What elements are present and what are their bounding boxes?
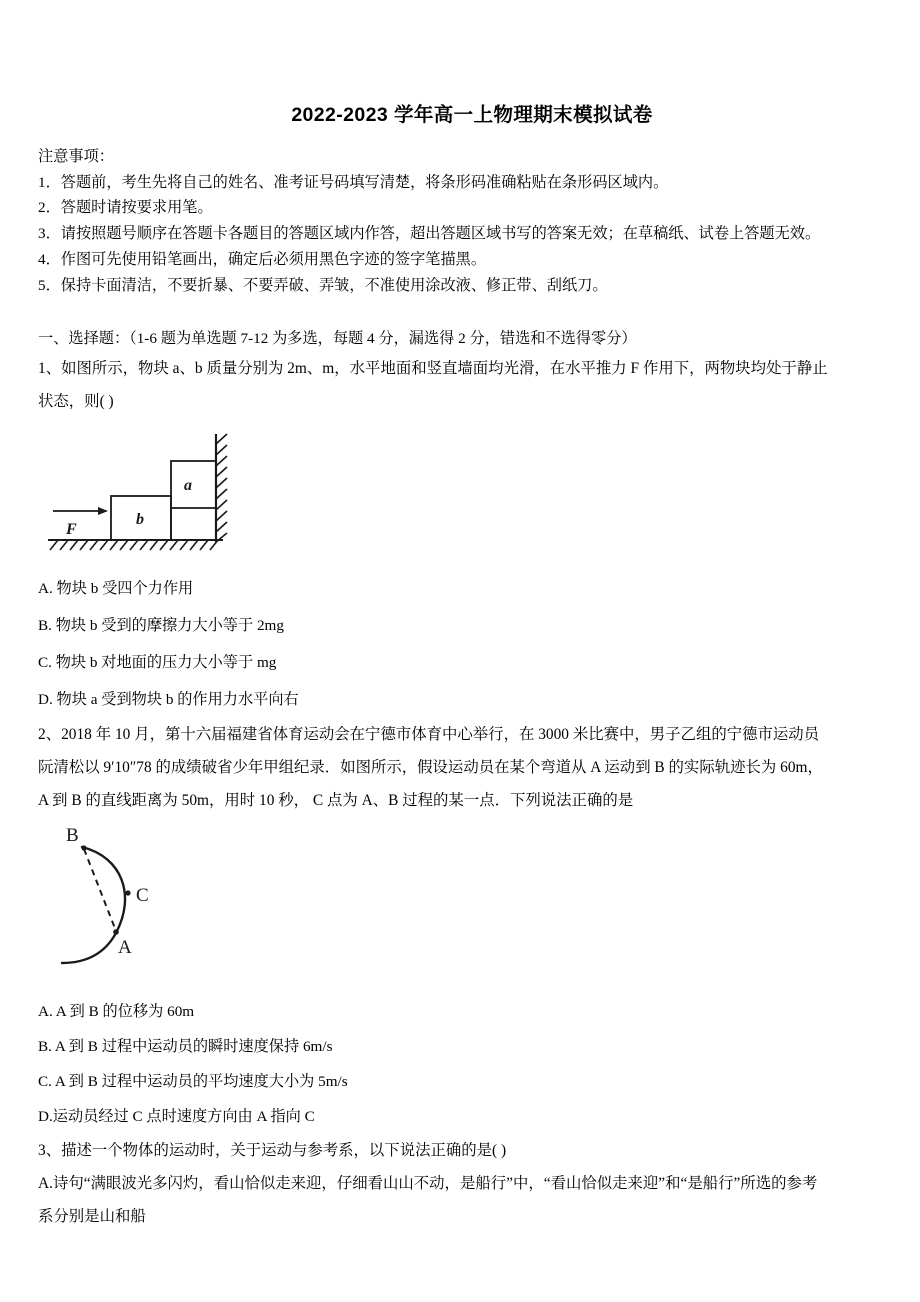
question-1 [0,352,920,718]
question-1-option-b: B. 物块 b 受到的摩擦力大小等于 2mg [38,617,284,635]
question-3-option-a-line-1: A.诗句“满眼波光多闪灼，看山恰似走来迎，仔细看山山不动，是船行”中，“看山恰似走来迎”和“是船行”所选的参考 [38,1175,818,1193]
question-2 [0,718,920,1134]
question-1-option-c: C. 物块 b 对地面的压力大小等于 mg [38,654,277,672]
notice-item-5: 5．保持卡面清洁，不要折暴、不要弄破、弄皱，不准使用涂改液、修正带、刮纸刀。 [38,276,608,294]
curved-track-diagram [44,825,209,985]
label-point-c: C [136,885,149,907]
point-marker-c [125,891,130,896]
notice-section [0,144,920,298]
point-marker-a [113,930,119,936]
question-3-option-a-line-2: 系分别是山和船 [38,1208,146,1226]
notice-item-3: 3．请按照题号顺序在答题卡各题目的答题区域内作答，超出答题区域书写的答案无效；在草稿纸、试卷上答题无效。 [38,225,821,243]
question-2-option-a: A. A 到 B 的位移为 60m [38,1003,195,1021]
page-title: 2022-2023 学年高一上物理期末模拟试卷 [291,104,653,126]
label-point-a: A [118,937,132,959]
point-marker-b [81,846,86,851]
label-block-b: b [136,511,144,529]
notice-item-2: 2．答题时请按要求用笔。 [38,199,213,217]
question-1-option-d: D. 物块 a 受到物块 b 的作用力水平向右 [38,691,299,709]
question-1-figure [0,428,920,568]
label-force-f: F [66,521,77,539]
question-1-stem-line-1: 1、如图所示，物块 a、b 质量分别为 2m、m，水平地面和竖直墙面均光滑，在水平推力 F 作用下，两物块均处于静止 [38,360,828,378]
notice-item-1: 1．答题前，考生先将自己的姓名、准考证号码填写清楚，将条形码准确粘贴在条形码区域内。 [38,173,669,191]
question-2-figure [0,825,920,990]
question-1-stem-line-2: 状态，则( ) [38,393,114,411]
question-2-option-b: B. A 到 B 过程中运动员的瞬时速度保持 6m/s [38,1038,333,1056]
question-2-stem-line-2: 阮清松以 9′10″78 的成绩破省少年甲组纪录．如图所示，假设运动员在某个弯道从 A 运动到 B 的实际轨迹长为 60m， [38,759,823,777]
question-3-stem-line-1: 3、描述一个物体的运动时，关于运动与参考系，以下说法正确的是( ) [38,1142,507,1160]
question-2-stem-line-1: 2、2018 年 10 月，第十六届福建省体育运动会在宁德市体育中心举行，在 3000 米比赛中，男子乙组的宁德市运动员 [38,726,820,744]
notice-item-4: 4．作图可先使用铅笔画出，确定后必须用黑色字迹的签字笔描黑。 [38,250,487,268]
blocks-against-wall-diagram [38,428,288,563]
label-point-b: B [66,825,79,847]
label-block-a: a [184,477,192,495]
question-2-stem-line-3: A 到 B 的直线距离为 50m，用时 10 秒， C 点为 A、B 过程的某一点．下列说法正确的是 [38,792,634,810]
question-1-option-a: A. 物块 b 受四个力作用 [38,580,194,598]
question-3 [0,1134,920,1233]
section-heading-multiple-choice: 一、选择题：（1-6 题为单选题 7-12 为多选，每题 4 分，漏选得 2 分，错选和不选得零分） [38,330,637,348]
question-2-option-c: C. A 到 B 过程中运动员的平均速度大小为 5m/s [38,1073,348,1091]
question-2-option-d: D.运动员经过 C 点时速度方向由 A 指向 C [38,1108,315,1126]
notice-heading: 注意事项： [38,148,114,165]
